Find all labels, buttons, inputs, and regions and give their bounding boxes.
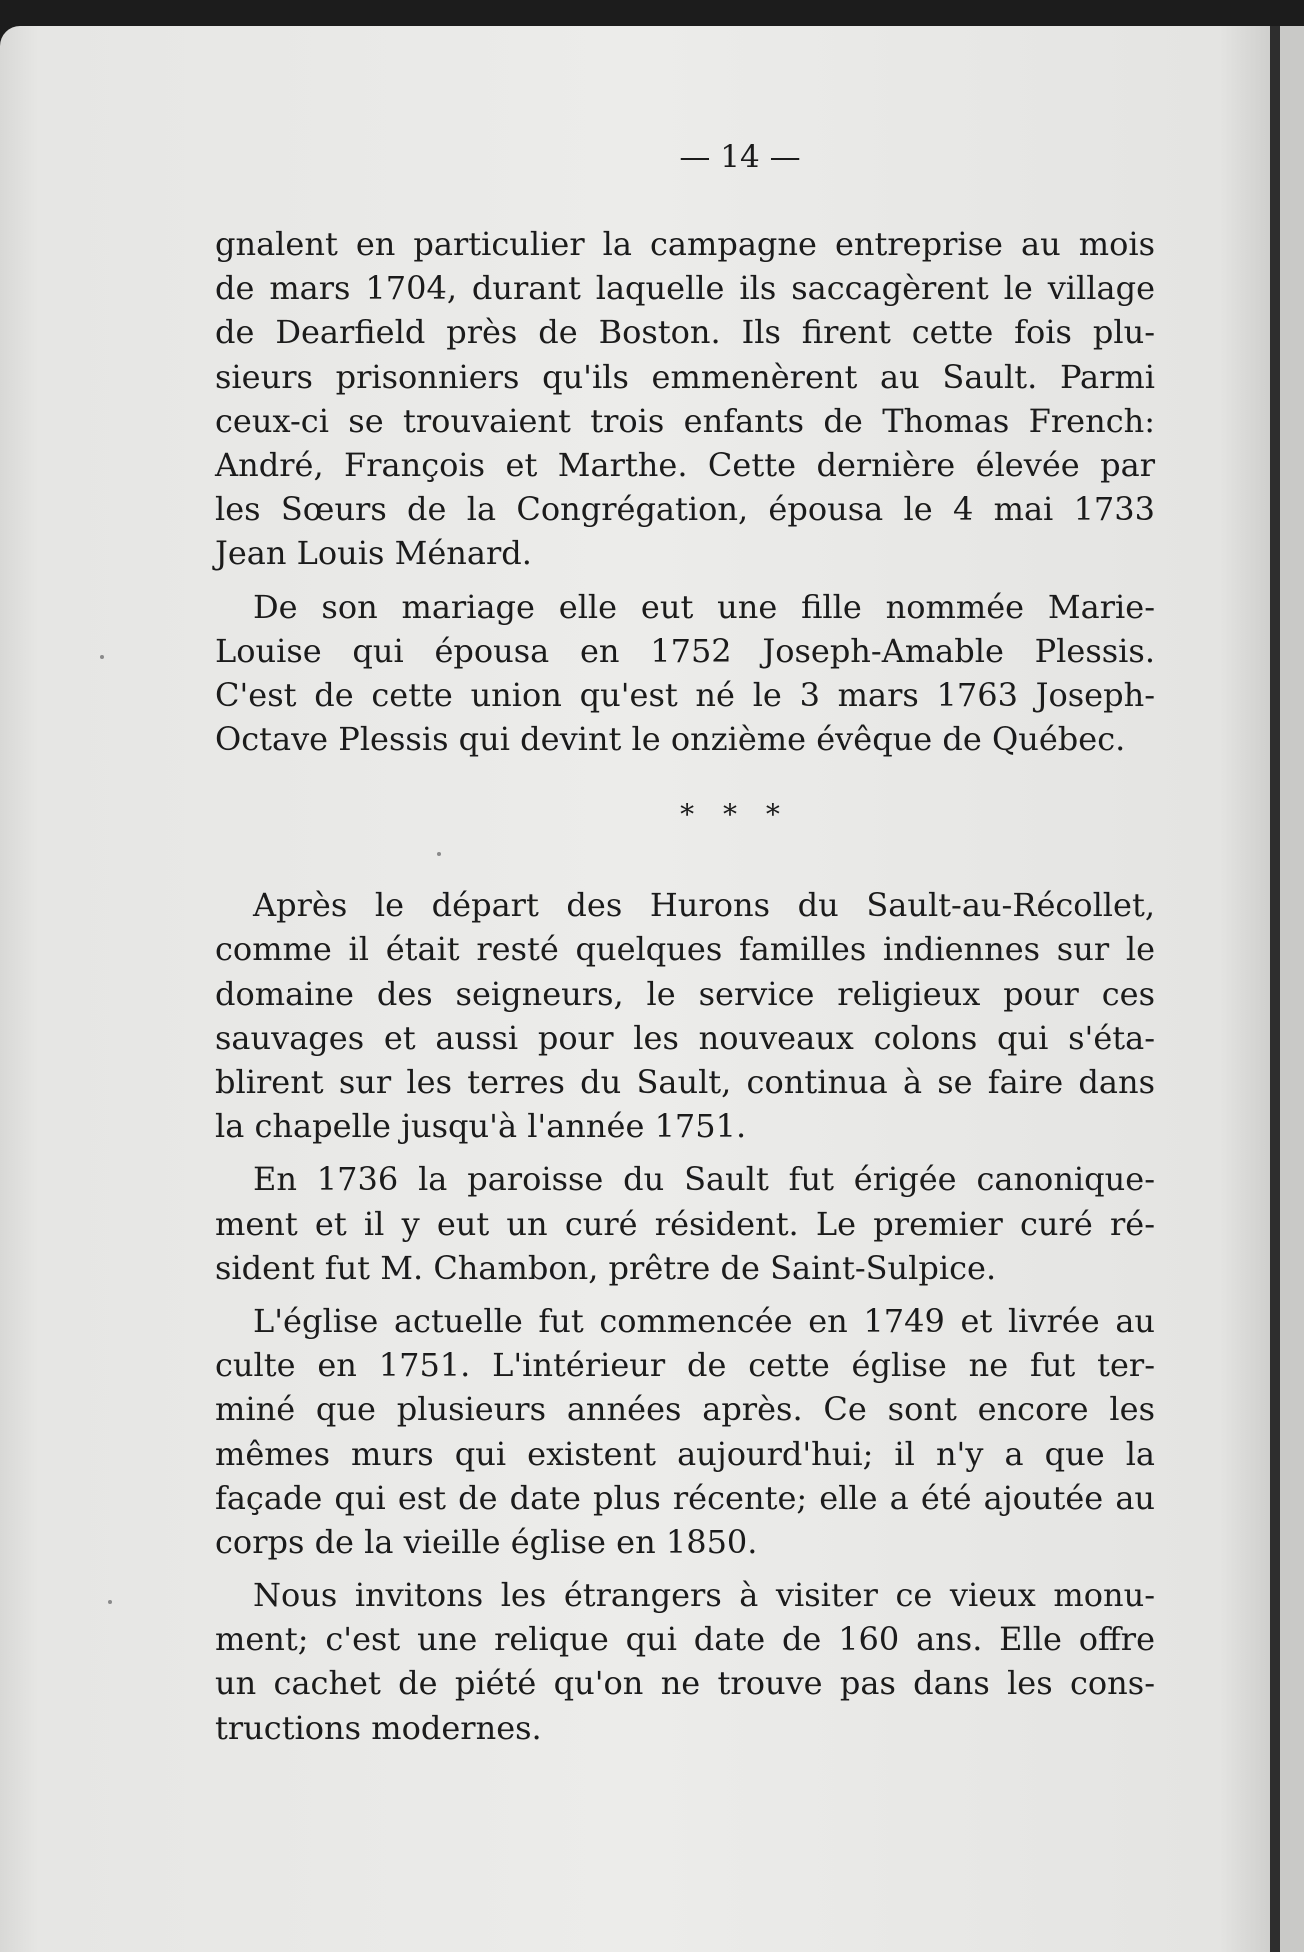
- text-line: comme il était resté quelques familles indiennes sur le: [215, 930, 1155, 969]
- text-line: Après le départ des Hurons du Sault-au-Récollet,: [253, 886, 1155, 925]
- text-line: de mars 1704, durant laquelle ils saccagèrent le village: [215, 269, 1155, 308]
- text-line: tructions modernes.: [215, 1708, 542, 1747]
- paragraph: [215, 1157, 1155, 1290]
- text-line: L'église actuelle fut commencée en 1749 et livrée au: [253, 1301, 1155, 1340]
- text-line: corps de la vieille église en 1850.: [215, 1522, 758, 1561]
- paper-speck: [108, 1600, 112, 1604]
- paragraph: [215, 585, 1155, 762]
- top-paragraphs: [215, 222, 1155, 761]
- text-line: les Sœurs de la Congrégation, épousa le 4 mai 1733: [215, 490, 1155, 529]
- paragraph: [215, 1299, 1155, 1564]
- text-line: sieurs prisonniers qu'ils emmenèrent au Sault. Parmi: [215, 357, 1155, 396]
- text-line: gnalent en particulier la campagne entreprise au mois: [215, 225, 1155, 263]
- paragraph: [215, 1573, 1155, 1750]
- text-line: sauvages et aussi pour les nouveaux colons qui s'éta-: [215, 1018, 1155, 1057]
- next-page-edge: [1280, 26, 1304, 1952]
- text-line: En 1736 la paroisse du Sault fut érigée canonique-: [253, 1160, 1155, 1199]
- page-text: [215, 135, 1155, 1759]
- text-line: ment; c'est une relique qui date de 160 ans. Elle offre: [215, 1620, 1155, 1659]
- text-line: de Dearfield près de Boston. Ils firent cette fois plu-: [215, 313, 1155, 352]
- page-number: — 14 —: [679, 139, 801, 175]
- text-line: blirent sur les terres du Sault, continua à se faire dans: [215, 1063, 1155, 1101]
- text-line: un cachet de piété qu'on ne trouve pas dans les cons-: [215, 1664, 1155, 1703]
- text-line: Jean Louis Ménard.: [215, 534, 532, 573]
- text-line: Octave Plessis qui devint le onzième évêque de Québec.: [215, 720, 1126, 759]
- text-line: De son mariage elle eut une fille nommée Marie-: [253, 587, 1155, 626]
- text-line: façade qui est de date plus récente; elle a été ajoutée au: [215, 1478, 1155, 1517]
- section-separator: * * *: [680, 798, 790, 832]
- text-line: Louise qui épousa en 1752 Joseph-Amable Plessis.: [215, 631, 1155, 670]
- text-line: ceux-ci se trouvaient trois enfants de Thomas French:: [215, 401, 1155, 440]
- text-line: André, François et Marthe. Cette dernière élevée par: [215, 445, 1155, 484]
- text-line: sident fut M. Chambon, prêtre de Saint-Sulpice.: [215, 1248, 997, 1287]
- text-line: miné que plusieurs années après. Ce sont encore les: [215, 1390, 1155, 1429]
- text-line: ment et il y eut un curé résident. Le premier curé ré-: [215, 1204, 1155, 1243]
- text-line: C'est de cette union qu'est né le 3 mars 1763 Joseph-: [215, 675, 1155, 714]
- text-line: la chapelle jusqu'à l'année 1751.: [215, 1107, 747, 1146]
- paper-speck: [100, 655, 104, 659]
- page-edge: [1270, 26, 1280, 1952]
- bottom-paragraphs: [215, 883, 1155, 1750]
- text-line: mêmes murs qui existent aujourd'hui; il n'y a que la: [215, 1434, 1155, 1473]
- text-line: Nous invitons les étrangers à visiter ce vieux monu-: [253, 1576, 1155, 1615]
- paragraph: [215, 222, 1155, 576]
- text-line: culte en 1751. L'intérieur de cette église ne fut ter-: [215, 1346, 1155, 1385]
- text-line: domaine des seigneurs, le service religieux pour ces: [215, 974, 1155, 1013]
- paragraph: [215, 883, 1155, 1148]
